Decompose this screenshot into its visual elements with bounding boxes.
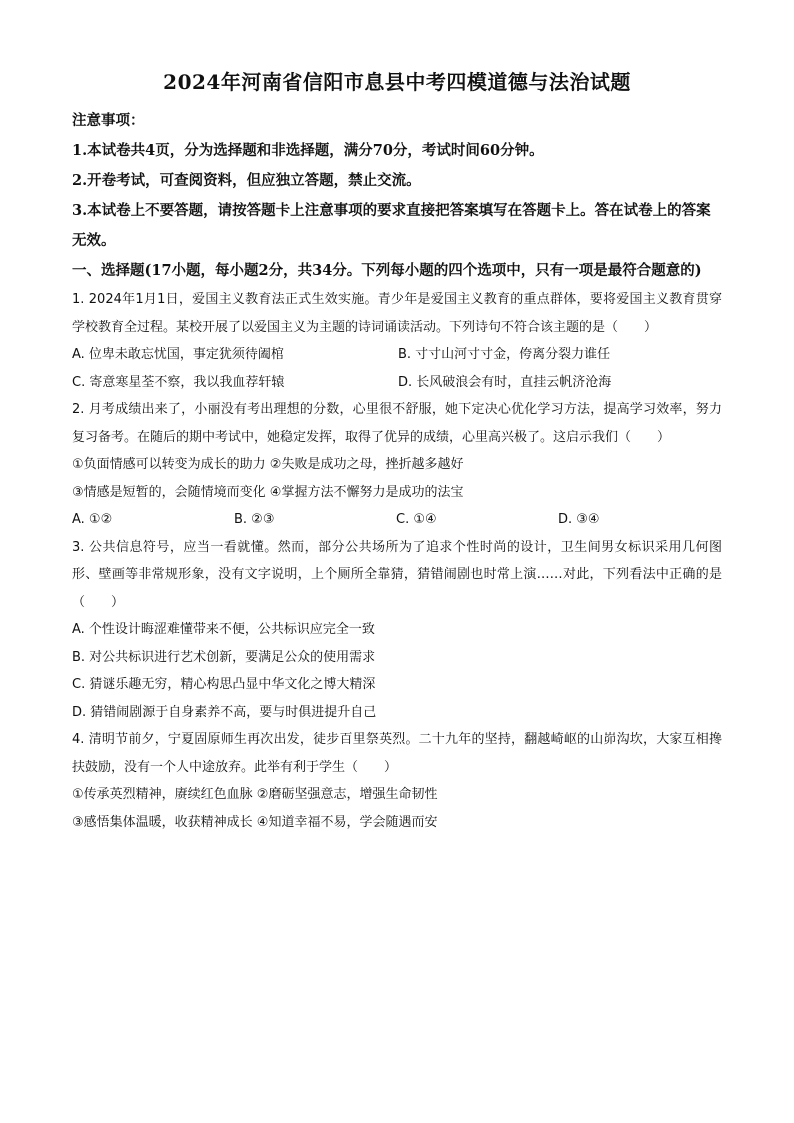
option-a: A. ①② xyxy=(72,512,113,527)
option-b: B. 寸寸山河寸寸金，侉离分裂力谁任 xyxy=(398,347,611,362)
question-1 xyxy=(72,286,722,396)
options xyxy=(72,506,722,534)
question-4 xyxy=(72,726,722,836)
section-heading: 一、选择题(17小题，每小题2分，共34分。下列每小题的四个选项中，只有一项是最符合题意的) xyxy=(72,262,702,279)
options xyxy=(72,341,722,396)
question-2 xyxy=(72,396,722,534)
page-title: 2024年河南省信阳市息县中考四模道德与法治试题 xyxy=(163,70,631,94)
statement-line: ①传承英烈精神，赓续红色血脉 ②磨砺坚强意志，增强生命韧性 xyxy=(72,787,438,802)
statement-line: ③感悟集体温暖，收获精神成长 ④知道幸福不易，学会随遇而安 xyxy=(72,814,438,830)
notice-item: 2.开卷考试，可查阅资料，但应独立答题，禁止交流。 xyxy=(72,172,421,189)
question-stem: 4. 清明节前夕，宁夏固原师生再次出发，徒步百里祭英烈。二十九年的坚持，翻越崎岖的山峁沟坎，大家互相搀扶鼓励，没有一个人中途放弃。此举有利于学生（ ） xyxy=(72,732,722,775)
option-c: C. 寄意寒星荃不察，我以我血荐轩辕 xyxy=(72,374,285,390)
statement-line: ①负面情感可以转变为成长的助力 ②失败是成功之母，挫折越多越好 xyxy=(72,457,464,472)
notice-item: 1.本试卷共4页，分为选择题和非选择题，满分70分，考试时间60分钟。 xyxy=(72,142,544,159)
option-a: A. 个性设计晦涩难懂带来不便，公共标识应完全一致 xyxy=(72,622,375,637)
option-a: A. 位卑未敢忘忧国，事定犹须待阖棺 xyxy=(72,347,284,362)
option-d: D. 长风破浪会有时，直挂云帆济沧海 xyxy=(398,374,612,390)
option-c: C. 猜谜乐趣无穷，精心构思凸显中华文化之博大精深 xyxy=(72,677,376,692)
option-d: D. 猜错闹剧源于自身素养不高，要与时俱进提升自己 xyxy=(72,704,377,720)
option-d: D. ③④ xyxy=(558,512,600,527)
notice-item: 3.本试卷上不要答题，请按答题卡上注意事项的要求直接把答案填写在答题卡上。答在试卷上的答案无效。 xyxy=(72,202,711,249)
option-b: B. 对公共标识进行艺术创新，要满足公众的使用需求 xyxy=(72,649,376,665)
question-3 xyxy=(72,534,722,727)
option-b: B. ②③ xyxy=(234,512,275,527)
statement-line: ③情感是短暂的，会随情境而变化 ④掌握方法不懈努力是成功的法宝 xyxy=(72,484,464,500)
question-stem: 3. 公共信息符号，应当一看就懂。然而，部分公共场所为了追求个性时尚的设计，卫生间男女标识采用几何图形、壁画等非常规形象，没有文字说明，上个厕所全靠猜，猜错闹剧也时常上演……对此，下列看法中正确的是（ ） xyxy=(72,539,722,610)
question-stem: 1. 2024年1月1日，爱国主义教育法正式生效实施。青少年是爱国主义教育的重点群体，要将爱国主义教育贯穿学校教育全过程。某校开展了以爱国主义为主题的诗词诵读活动。下列诗句不符合该主题的是（ ） xyxy=(72,292,722,335)
question-stem: 2. 月考成绩出来了，小丽没有考出理想的分数，心里很不舒服，她下定决心优化学习方法，提高学习效率，努力复习备考。在随后的期中考试中，她稳定发挥，取得了优异的成绩，心里高兴极了。这启示我们（ ） xyxy=(72,402,722,445)
option-c: C. ①④ xyxy=(396,512,437,527)
notice-heading: 注意事项： xyxy=(72,112,145,129)
